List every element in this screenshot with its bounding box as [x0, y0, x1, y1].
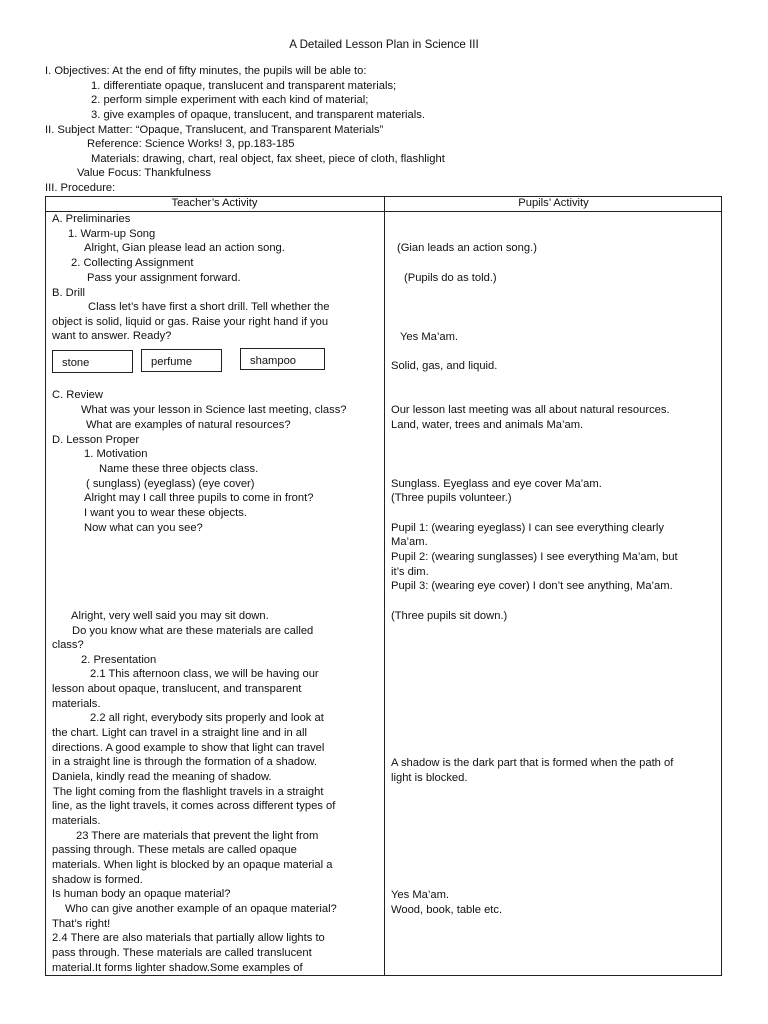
teacher-line: Alright, very well said you may sit down.	[71, 610, 269, 622]
pupils-activity-header: Pupils’ Activity	[518, 197, 589, 209]
drill-box-perfume: perfume	[141, 349, 222, 372]
teacher-line: Name these three objects class.	[99, 463, 259, 475]
teacher-line: shadow is formed.	[52, 874, 143, 886]
teacher-line: the chart. Light can travel in a straight line and in all	[52, 727, 307, 739]
section-heading: C. Review	[52, 389, 103, 401]
teacher-line: object is solid, liquid or gas. Raise your right hand if you	[52, 316, 329, 328]
teacher-line: 23 There are materials that prevent the light from	[76, 830, 319, 842]
teacher-line: Daniela, kindly read the meaning of shadow.	[52, 771, 272, 783]
pupil-line: (Three pupils volunteer.)	[391, 492, 512, 504]
pupil-line: (Pupils do as told.)	[404, 272, 497, 284]
subsection-heading: 2. Presentation	[81, 654, 157, 666]
section-heading: A. Preliminaries	[52, 213, 131, 225]
pupil-line: Land, water, trees and animals Ma’am.	[391, 419, 584, 431]
subsection-heading: 1. Motivation	[84, 448, 148, 460]
objectives-heading: I. Objectives: At the end of fifty minutes, the pupils will be able to:	[45, 65, 367, 77]
subject-matter-heading: II. Subject Matter: “Opaque, Translucent, and Transparent Materials”	[45, 124, 384, 136]
teacher-line: 2.4 There are also materials that partially allow lights to	[52, 932, 325, 944]
teacher-line: lesson about opaque, translucent, and transparent	[52, 683, 302, 695]
section-heading: B. Drill	[52, 287, 85, 299]
teacher-line: 2.1 This afternoon class, we will be having our	[90, 668, 319, 680]
table-header-divider	[45, 211, 722, 212]
teacher-line: 2.2 all right, everybody sits properly and look at	[90, 712, 324, 724]
document-title: A Detailed Lesson Plan in Science III	[289, 38, 479, 51]
pupil-line: (Three pupils sit down.)	[391, 610, 508, 622]
teacher-line: materials. When light is blocked by an opaque material a	[52, 859, 333, 871]
pupil-line: Solid, gas, and liquid.	[391, 360, 498, 372]
pupil-line: Pupil 2: (wearing sunglasses) I see everything Ma’am, but	[391, 551, 678, 563]
table-column-divider	[384, 196, 385, 976]
pupil-line: Yes Ma’am.	[391, 889, 450, 901]
procedure-heading: III. Procedure:	[45, 182, 116, 194]
teacher-line: Do you know what are these materials are called	[72, 625, 314, 637]
subject-reference: Reference: Science Works! 3, pp.183-185	[87, 138, 295, 150]
teacher-line: Pass your assignment forward.	[87, 272, 241, 284]
pupil-line: Sunglass. Eyeglass and eye cover Ma’am.	[391, 478, 602, 490]
teacher-line: class?	[52, 639, 84, 651]
subject-materials: Materials: drawing, chart, real object, fax sheet, piece of cloth, flashlight	[91, 153, 445, 165]
pupil-line: Ma’am.	[391, 536, 428, 548]
teacher-line: I want you to wear these objects.	[84, 507, 247, 519]
teacher-line: The light coming from the flashlight travels in a straight	[53, 786, 324, 798]
subject-value-focus: Value Focus: Thankfulness	[77, 167, 211, 179]
section-heading: D. Lesson Proper	[52, 434, 140, 446]
pupil-line: Wood, book, table etc.	[391, 904, 503, 916]
drill-box-stone: stone	[52, 350, 133, 373]
pupil-line: Pupil 1: (wearing eyeglass) I can see everything clearly	[391, 522, 664, 534]
teacher-line: materials.	[52, 698, 101, 710]
teacher-line: What are examples of natural resources?	[86, 419, 291, 431]
pupil-line: light is blocked.	[391, 772, 468, 784]
objective-item: 3. give examples of opaque, translucent, and transparent materials.	[91, 109, 425, 121]
subsection-heading: 2. Collecting Assignment	[71, 257, 194, 269]
objective-item: 2. perform simple experiment with each kind of material;	[91, 94, 369, 106]
teacher-line: That’s right!	[52, 918, 111, 930]
teacher-line: directions. A good example to show that light can travel	[52, 742, 325, 754]
teacher-line: Is human body an opaque material?	[52, 888, 231, 900]
pupil-line: Yes Ma’am.	[400, 331, 459, 343]
pupil-line: Pupil 3: (wearing eye cover) I don’t see anything, Ma’am.	[391, 580, 673, 592]
teacher-line: material.It forms lighter shadow.Some examples of	[52, 962, 303, 974]
teacher-line: Now what can you see?	[84, 522, 203, 534]
teacher-line: What was your lesson in Science last meeting, class?	[81, 404, 347, 416]
teacher-line: Who can give another example of an opaque material?	[65, 903, 337, 915]
teacher-line: line, as the light travels, it comes across different types of	[52, 800, 336, 812]
subsection-heading: 1. Warm-up Song	[68, 228, 156, 240]
pupil-line: it’s dim.	[391, 566, 429, 578]
objective-item: 1. differentiate opaque, translucent and transparent materials;	[91, 80, 397, 92]
teacher-line: Alright may I call three pupils to come in front?	[84, 492, 314, 504]
teacher-line: ( sunglass) (eyeglass) (eye cover)	[86, 478, 255, 490]
teacher-line: want to answer. Ready?	[52, 330, 172, 342]
drill-box-shampoo: shampoo	[240, 348, 325, 370]
pupil-line: Our lesson last meeting was all about natural resources.	[391, 404, 670, 416]
teacher-line: Class let’s have first a short drill. Tell whether the	[88, 301, 330, 313]
teacher-line: materials.	[52, 815, 101, 827]
teacher-line: in a straight line is through the formation of a shadow.	[52, 756, 317, 768]
teacher-line: pass through. These materials are called translucent	[52, 947, 312, 959]
teacher-line: Alright, Gian please lead an action song.	[84, 242, 285, 254]
pupil-line: A shadow is the dark part that is formed when the path of	[391, 757, 674, 769]
pupil-line: (Gian leads an action song.)	[397, 242, 537, 254]
teacher-activity-header: Teacher’s Activity	[171, 197, 258, 209]
teacher-line: passing through. These metals are called opaque	[52, 844, 297, 856]
